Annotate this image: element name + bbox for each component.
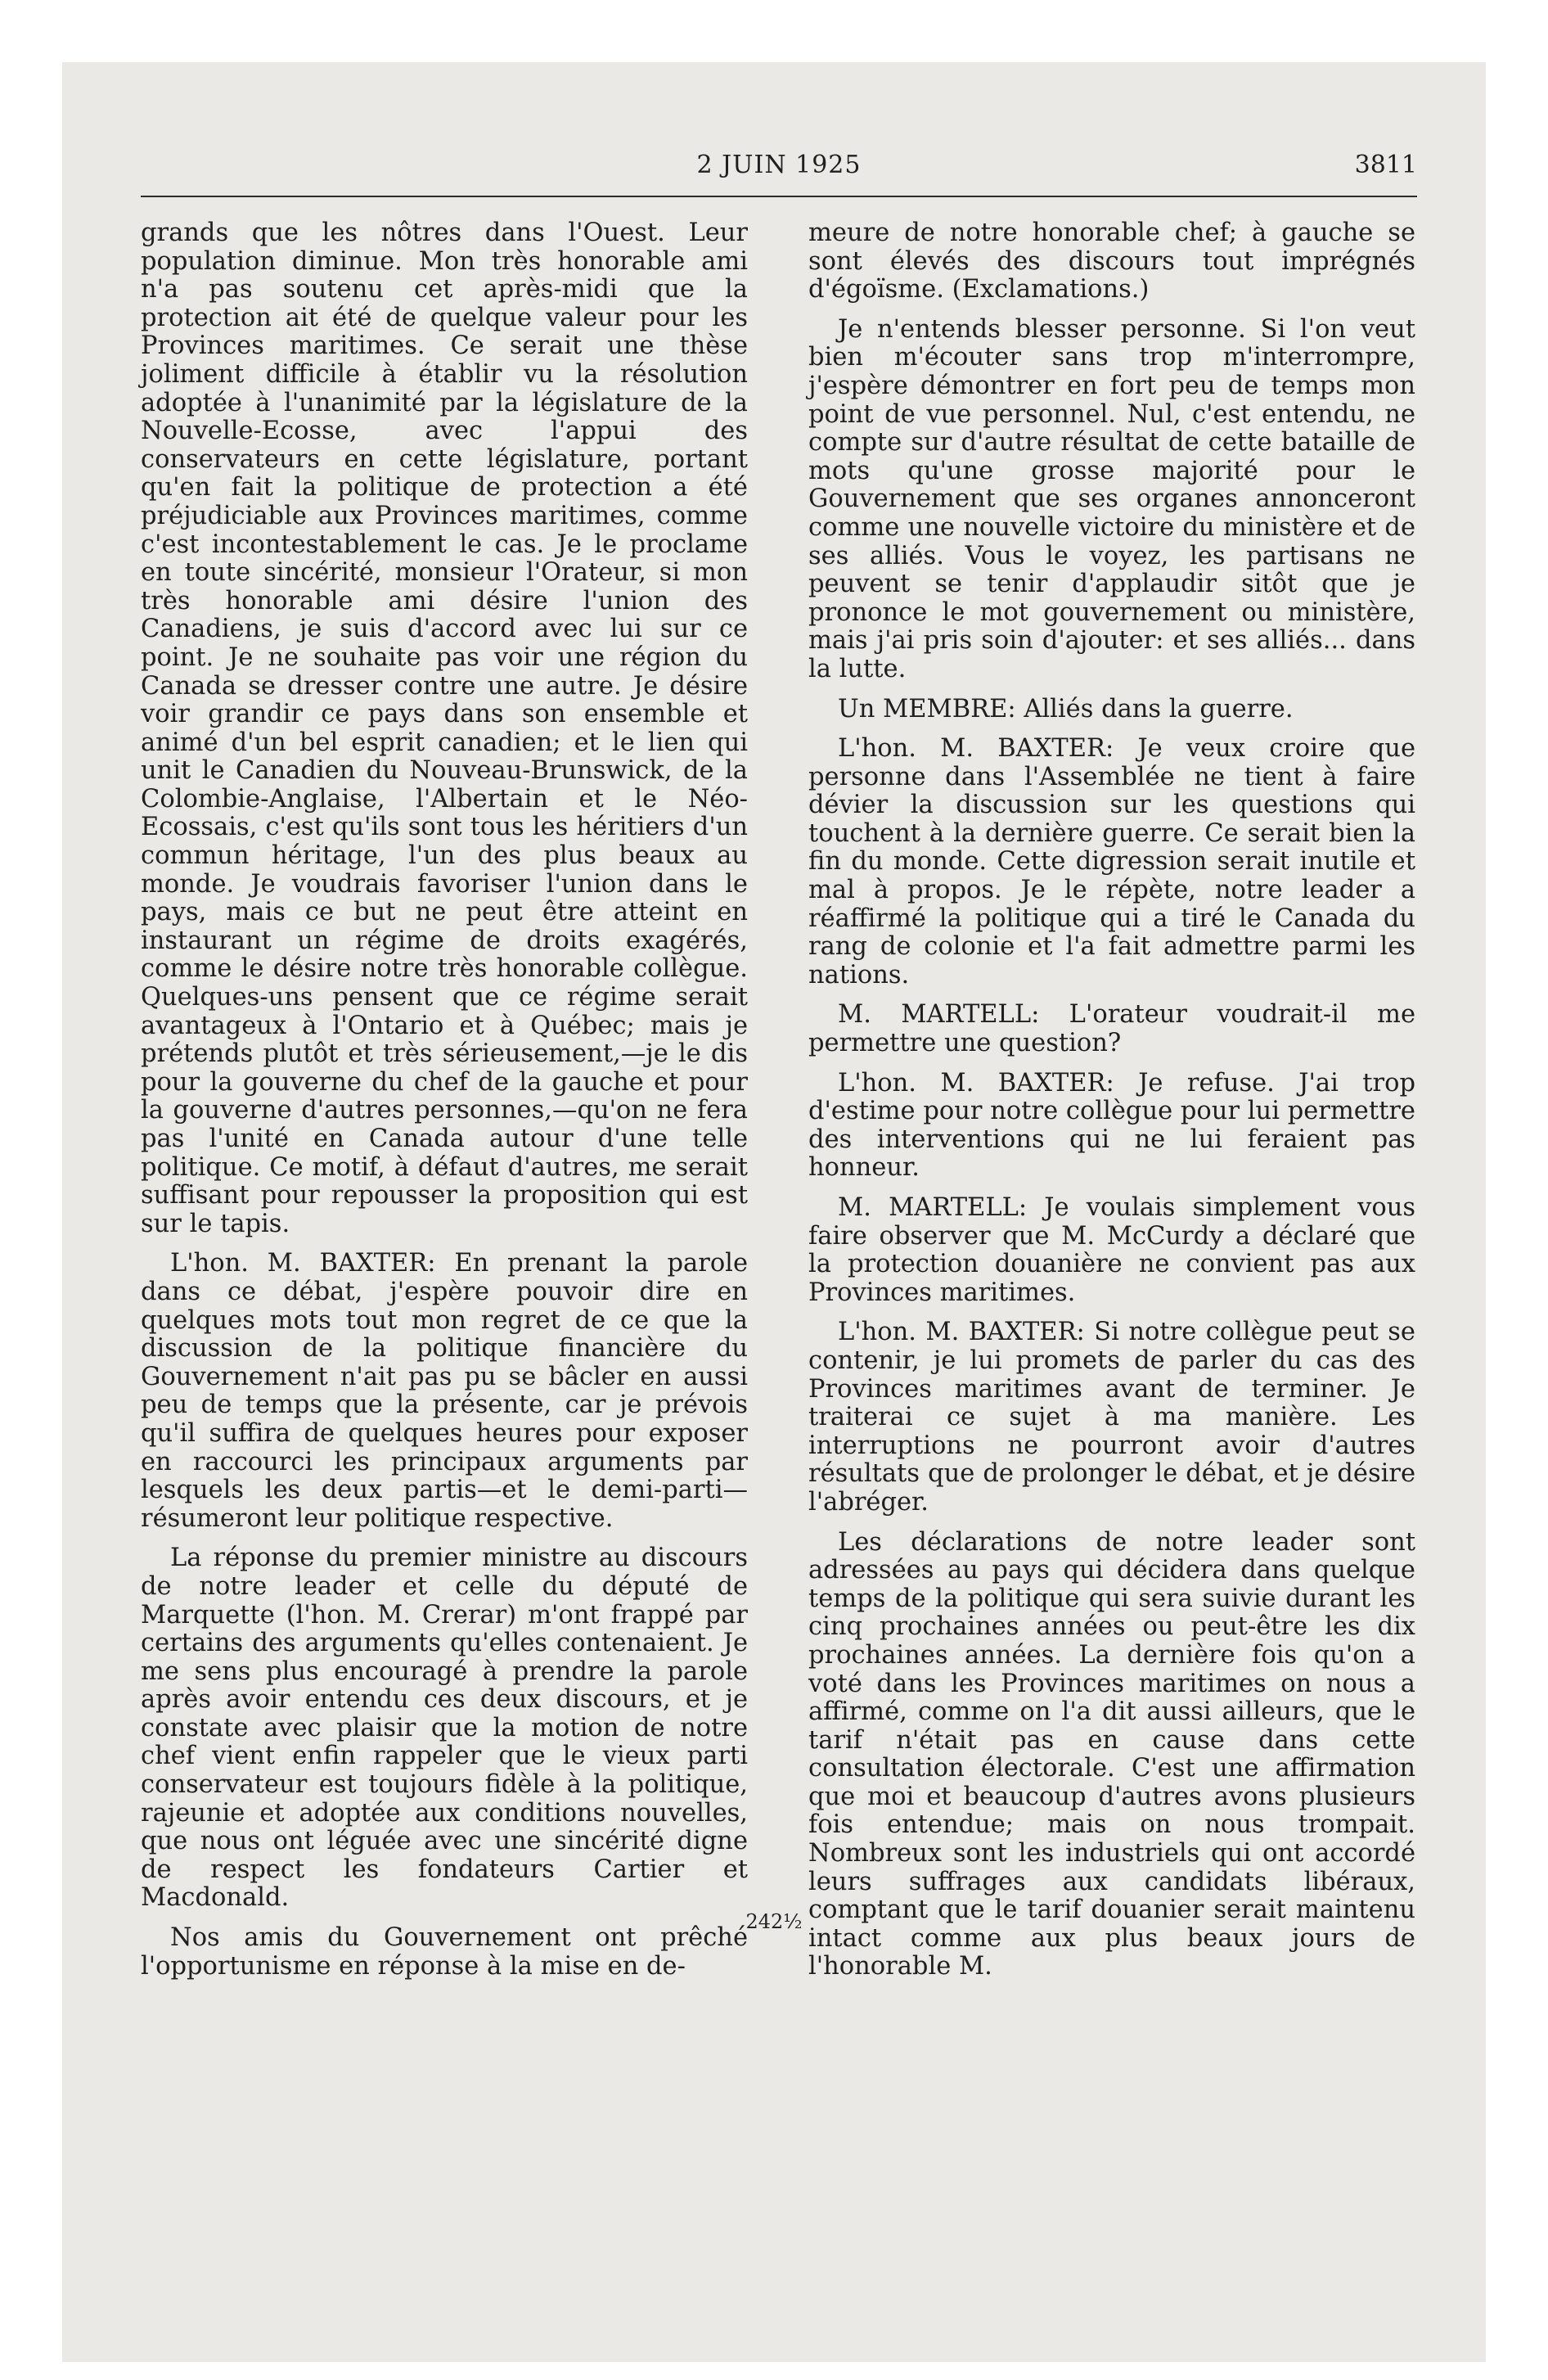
speech-text: Je refuse. J'ai trop d'estime pour notre collègue pour lui permettre des interventions qui ne lui feraient pas honneur. bbox=[808, 1068, 1415, 1183]
speaker-name: M. MARTELL: bbox=[838, 1193, 1028, 1222]
paragraph: Les déclarations de notre leader sont adressées au pays qui décidera dans quelque temps de la politique qui sera suivie durant les cinq prochaines années ou peut-être les dix prochaines années. La dernière fois qu'on a voté dans les Provinces maritimes on nous a affirmé, comme on l'a dit aussi ailleurs, que le tarif n'était pas en cause dans cette consultation électorale. C'est une affirmation que moi et beaucoup d'autres avons plusieurs fois entendue; mais on nous trompait. Nombreux sont les industriels qui ont accordé leurs suffrages aux candidats libéraux, comptant que le tarif douanier serait maintenu intact comme aux plus beaux jours de l'honorable M. bbox=[808, 1527, 1415, 1981]
paragraph: Je n'entends blesser personne. Si l'on veut bien m'écouter sans trop m'interrompre, j'espère démontrer en fort peu de temps mon point de vue personnel. Nul, c'est entendu, ne compte sur d'autre résultat de cette bataille de mots qu'une grosse majorité pour le Gouvernement que ses organes annonceront comme une nouvelle victoire du ministère et de ses alliés. Vous le voyez, les partisans ne peuvent se tenir d'applaudir sitôt que je prononce le mot gouvernement ou ministère, mais j'ai pris soin d'ajouter: et ses alliés... dans la lutte. bbox=[808, 314, 1415, 683]
page-sheet bbox=[62, 62, 1486, 2362]
header-rule bbox=[141, 196, 1417, 197]
page-number: 3811 bbox=[1354, 151, 1417, 179]
speech-text: Si notre collègue peut se contenir, je lui promets de parler du cas des Provinces maritimes avant de terminer. Je traiterai ce sujet à ma manière. Les interruptions ne pourront avoir d'autres résultats que de prolonger le débat, et je désire l'abréger. bbox=[808, 1318, 1415, 1517]
paragraph: Nos amis du Gouvernement ont prêché l'opportunisme en réponse à la mise en de- bbox=[141, 1923, 748, 1981]
paragraph bbox=[808, 1001, 1415, 1057]
paragraph bbox=[808, 1070, 1415, 1183]
speaker-name: M. MARTELL: bbox=[838, 1000, 1040, 1030]
paragraph: La réponse du premier ministre au discours de notre leader et celle du député de Marquette (l'hon. M. Crerar) m'ont frappé par certains des arguments qu'elles contenaient. Je me sens plus encouragé à prendre la parole après avoir entendu ces deux discours, et je constate avec plaisir que la motion de notre chef vient enfin rappeler que le vieux parti conservateur est toujours fidèle à la politique, rajeunie et adoptée aux conditions nouvelles, que nous ont léguée avec une sincérité digne de respect les fondateurs Cartier et Macdonald. bbox=[141, 1544, 748, 1913]
speaker-name: L'hon. M. BAXTER: bbox=[170, 1249, 436, 1278]
speaker-name: L'hon. M. BAXTER: bbox=[838, 1068, 1114, 1098]
header-date: 2 JUIN 1925 bbox=[696, 151, 862, 179]
paragraph: grands que les nôtres dans l'Ouest. Leur population diminue. Mon très honorable ami n'a pas soutenu cet après-midi que la protection ait été de quelque valeur pour les Provinces maritimes. Ce serait une thèse joliment difficile à établir vu la résolution adoptée à l'unanimité par la législature de la Nouvelle-Ecosse, avec l'appui des conservateurs en cette législature, portant qu'en fait la politique de protection a été préjudiciable aux Provinces maritimes, comme c'est incontestablement le cas. Je le proclame en toute sincérité, monsieur l'Orateur, si mon très honorable ami désire l'union des Canadiens, je suis d'accord avec lui sur ce point. Je ne souhaite pas voir une région du Canada se dresser contre une autre. Je désire voir grandir ce pays dans son ensemble et animé d'un bel esprit canadien; et le lien qui unit le Canadien du Nouveau-Brunswick, de la Colombie-Anglaise, l'Albertain et le Néo-Ecossais, c'est qu'ils sont tous les héritiers d'un commun héritage, l'un des plus beaux au monde. Je voudrais favoriser l'union dans le pays, mais ce but ne peut être atteint en instaurant un régime de droits exagérés, comme le désire notre très honorable collègue. Quelques-uns pensent que ce régime serait avantageux à l'Ontario et à Québec; mais je prétends plutôt et très sérieusement,—je le dis pour la gouverne du chef de la gauche et pour la gouverne d'autres personnes,—qu'on ne fera pas l'unité en Canada autour d'une telle politique. Ce motif, à défaut d'autres, me serait suffisant pour repousser la proposition qui est sur le tapis. bbox=[141, 219, 748, 1238]
speech-text: Alliés dans la guerre. bbox=[1015, 694, 1294, 723]
page-header bbox=[141, 151, 1417, 190]
signature-mark: 242½ bbox=[745, 1910, 803, 1933]
speech-text: Je voulais simplement vous faire observer que M. McCurdy a déclaré que la protection douanière ne convient pas aux Provinces maritimes. bbox=[808, 1193, 1415, 1307]
paragraph bbox=[808, 735, 1415, 989]
paragraph bbox=[808, 1194, 1415, 1307]
speech-text: L'orateur voudrait-il me permettre une question? bbox=[808, 1000, 1415, 1058]
speech-text: En prenant la parole dans ce débat, j'espère pouvoir dire en quelques mots tout mon regret de ce que la discussion de la politique financière du Gouvernement n'ait pas pu se bâcler en aussi peu de temps que la présente, car je prévois qu'il suffira de quelques heures pour exposer en raccourci les principaux arguments par lesquels les deux partis—et le demi-parti—résumeront leur politique respective. bbox=[141, 1249, 748, 1533]
paragraph bbox=[141, 1250, 748, 1533]
speaker-name: L'hon. M. BAXTER: bbox=[838, 734, 1114, 764]
speaker-name: L'hon. M. BAXTER: bbox=[838, 1318, 1085, 1347]
speech-text: Je veux croire que personne dans l'Assemblée ne tient à faire dévier la discussion sur les questions qui touchent à la dernière guerre. Ce serait bien la fin du monde. Cette digression serait inutile et mal à propos. Je le répète, notre leader a réaffirmé la politique qui a tiré le Canada du rang de colonie et l'a fait admettre parmi les nations. bbox=[808, 734, 1415, 989]
paragraph bbox=[808, 696, 1415, 724]
paragraph: meure de notre honorable chef; à gauche se sont élevés des discours tout imprégnés d'égoïsme. (Exclamations.) bbox=[808, 219, 1415, 304]
paragraph bbox=[808, 1318, 1415, 1517]
right-column bbox=[808, 219, 1415, 1993]
speaker-name: Un MEMBRE: bbox=[838, 694, 1016, 723]
left-column bbox=[141, 219, 748, 1992]
